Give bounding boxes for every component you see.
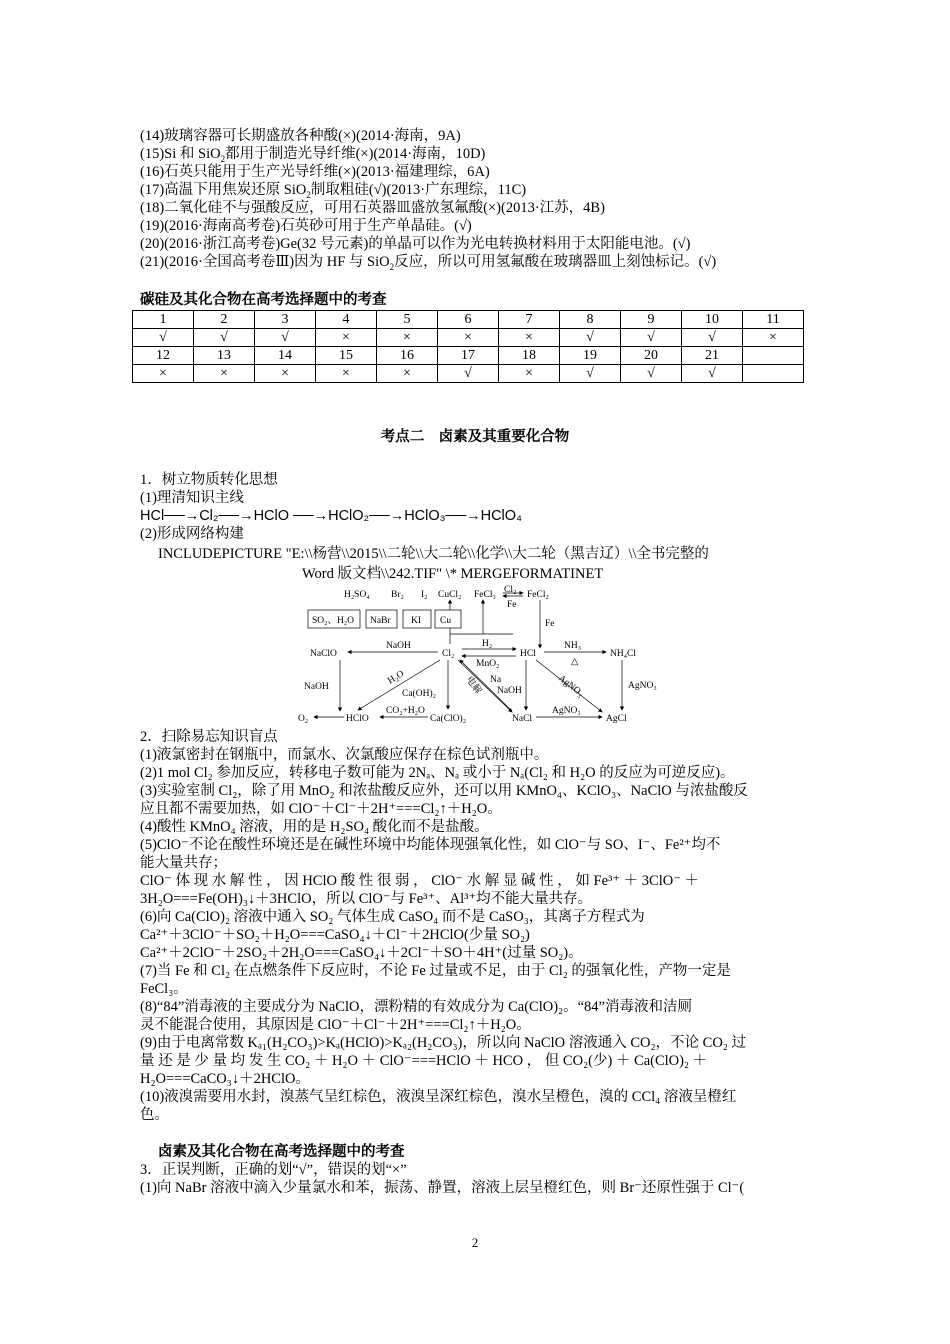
table-cell: × — [133, 365, 194, 383]
table-cell: × — [499, 329, 560, 347]
dg-nh3: NH₃ — [564, 641, 582, 651]
table-cell: 5 — [377, 311, 438, 329]
item-19: (19)(2016·海南高考卷)石英砂可用于生产单晶硅。(√) — [140, 218, 472, 234]
table-cell: × — [499, 365, 560, 383]
table-cell: × — [255, 365, 316, 383]
dg-hcl: HCl — [520, 649, 536, 659]
item-14: (14)玻璃容器可长期盛放各种酸(×)(2014·海南，9A) — [140, 128, 461, 144]
table-cell — [743, 365, 804, 383]
item-16: (16)石英只能用于生产光导纤维(×)(2013·福建理综，6A) — [140, 164, 490, 180]
dg-dianjie: 电解 — [463, 674, 483, 697]
table-cell: √ — [438, 365, 499, 383]
table-cell: √ — [560, 329, 621, 347]
dg-naoh-2: NaOH — [304, 682, 329, 692]
note-1: (1)液氯密封在钢瓶中，而氯水、次氯酸应保存在棕色试剂瓶中。 — [140, 747, 549, 763]
dg-naclo: NaClO — [310, 649, 337, 659]
note-5c: ClO⁻ 体 现 水 解 性 ， 因 HClO 酸 性 很 弱 ， ClO⁻ 水 解 显 碱 性 ， 如 Fe³⁺ ＋ 3ClO⁻ ＋ — [140, 873, 699, 889]
note-3b: 应且都不需要加热，如 ClO⁻＋Cl⁻＋2H⁺===Cl₂↑＋H₂O。 — [140, 801, 502, 817]
table-cell: √ — [621, 365, 682, 383]
table-cell: × — [377, 329, 438, 347]
table-cell: √ — [560, 365, 621, 383]
table-cell: 8 — [560, 311, 621, 329]
note-4: (4)酸性 KMnO₄ 溶液，用的是 H₂SO₄ 酸化而不是盐酸。 — [140, 819, 489, 835]
table-cell: 10 — [682, 311, 743, 329]
note-9b: 量 还 是 少 量 均 发 生 CO₂ ＋ H₂O ＋ ClO⁻===HClO ＋ HCO ， 但 CO₂(少) ＋ Ca(ClO)₂ ＋ — [140, 1053, 708, 1069]
dg-cl2-label: Cl₂ — [504, 585, 517, 595]
table-cell: 6 — [438, 311, 499, 329]
item-18: (18)二氧化硅不与强酸反应，可用石英器皿盛放氢氟酸(×)(2013·江苏，4B) — [140, 200, 605, 216]
table-row — [133, 365, 804, 383]
table-cell: × — [316, 329, 377, 347]
dg-h2so4: H₂SO₄ — [344, 590, 370, 600]
table-cell: √ — [194, 329, 255, 347]
table-cell: × — [438, 329, 499, 347]
table-cell: 14 — [255, 347, 316, 365]
table-cell: × — [194, 365, 255, 383]
table-cell: √ — [255, 329, 316, 347]
dg-nh4cl: NH₄Cl — [610, 649, 637, 659]
table-cell: 15 — [316, 347, 377, 365]
note-5d: 3H₂O===Fe(OH)₃↓＋3HClO，所以 ClO⁻与 Fe³⁺、Al³⁺均不能大量共存。 — [140, 891, 593, 907]
note-7b: FeCl₃。 — [140, 981, 188, 997]
note-6c: Ca²⁺＋2ClO⁻＋2SO₂＋2H₂O===CaSO₄↓＋2Cl⁻＋SO＋4H⁺(过量 SO₂)。 — [140, 945, 583, 961]
dg-fe-label: Fe — [507, 600, 517, 610]
point-2-title: 2．扫除易忘知识盲点 — [140, 729, 278, 745]
note-6a: (6)向 Ca(ClO)₂ 溶液中通入 SO₂ 气体生成 CaSO₄ 而不是 CaSO₃，其离子方程式为 — [140, 909, 645, 925]
table-cell: 16 — [377, 347, 438, 365]
table-cell: √ — [133, 329, 194, 347]
note-6b: Ca²⁺＋3ClO⁻＋SO₂＋H₂O===CaSO₄↓＋Cl⁻＋2HClO(少量 SO₂) — [140, 927, 530, 943]
question-1: (1)向 NaBr 溶液中滴入少量氯水和苯，振荡、静置，溶液上层呈橙红色，则 Br⁻还原性强于 Cl⁻( — [140, 1180, 745, 1196]
dg-i2: I₂ — [421, 590, 428, 600]
table-cell: √ — [621, 329, 682, 347]
dg-caoh2: Ca(OH)₂ — [402, 689, 436, 699]
dg-agno3-3: AgNO₃ — [552, 706, 581, 716]
table-cell: 7 — [499, 311, 560, 329]
item-17: (17)高温下用焦炭还原 SiO$_2$制取粗硅(√)(2013·广东理综，11C) — [140, 182, 527, 200]
dg-box-nabr: NaBr — [370, 616, 391, 626]
dg-delta: △ — [571, 657, 579, 667]
dg-caclo2: Ca(ClO)₂ — [430, 714, 467, 724]
table-cell: 12 — [133, 347, 194, 365]
item-15: (15)Si 和 SiO$_2$都用于制造光导纤维(×)(2014·海南，10D) — [140, 146, 486, 164]
note-2: (2)1 mol Cl₂ 参加反应，转移电子数可能为 2Nₐ、Nₐ 或小于 Nₐ(Cl₂ 和 H₂O 的反应为可逆反应)。 — [140, 765, 735, 781]
dg-box-so2: SO₂、H₂O — [312, 616, 354, 626]
point-1-sub-a: (1)理清知识主线 — [140, 490, 244, 506]
dg-naoh-3: NaOH — [497, 686, 522, 696]
dg-co2h2o: CO₂+H₂O — [386, 706, 425, 716]
halogen-network-diagram — [290, 584, 670, 726]
halogen-table-title: 卤素及其化合物在高考选择题中的考查 — [158, 1144, 405, 1160]
item-21: (21)(2016·全国高考卷Ⅲ)因为 HF 与 SiO$_2$反应，所以可用氢氟酸在玻璃器皿上刻蚀标记。(√) — [140, 254, 717, 272]
note-9a: (9)由于电离常数 Kₐ₁(H₂CO₃)>Kₐ(HClO)>Kₐ₂(H₂CO₃)，所以向 NaClO 溶液通入 CO₂，不论 CO₂ 过 — [140, 1035, 746, 1051]
point-3-title: 3．正误判断，正确的划“√”，错误的划“×” — [140, 1162, 407, 1178]
dg-fecl3: FeCl₃ — [474, 590, 496, 600]
table-cell: × — [743, 329, 804, 347]
table-cell: 20 — [621, 347, 682, 365]
dg-h2: H₂ — [482, 639, 493, 649]
table-row — [133, 311, 804, 329]
note-3a: (3)实验室制 Cl₂，除了用 MnO₂ 和浓盐酸反应外，还可以用 KMnO₄、KClO₃、NaClO 与浓盐酸反 — [140, 783, 748, 799]
dg-br2: Br₂ — [391, 590, 404, 600]
note-7a: (7)当 Fe 和 Cl₂ 在点燃条件下反应时，不论 Fe 过量或不足，由于 Cl₂ 的强氧化性，产物一定是 — [140, 963, 731, 979]
note-10b: 色。 — [140, 1107, 169, 1123]
page-number: 2 — [471, 1235, 479, 1250]
dg-na: Na — [490, 675, 502, 685]
table-cell: 1 — [133, 311, 194, 329]
table-cell: 18 — [499, 347, 560, 365]
note-8b: 灵不能混合使用，其原因是 ClO⁻＋Cl⁻＋2H⁺===Cl₂↑＋H₂O。 — [140, 1017, 531, 1033]
table-row — [133, 329, 804, 347]
note-9c: H₂O===CaCO₃↓＋2HClO。 — [140, 1071, 310, 1087]
table-cell: 9 — [621, 311, 682, 329]
table-cell: 21 — [682, 347, 743, 365]
point-1-sub-b: (2)形成网络构建 — [140, 526, 244, 542]
point-1-title: 1．树立物质转化思想 — [140, 472, 278, 488]
dg-agno3-1: AgNO₃ — [556, 673, 585, 700]
table-cell — [743, 347, 804, 365]
dg-box-ki: KI — [411, 616, 422, 626]
table-cell: √ — [682, 365, 743, 383]
note-5b: 能大量共存； — [140, 855, 227, 871]
table-title: 碳硅及其化合物在高考选择题中的考查 — [140, 292, 387, 308]
dg-cl2: Cl₂ — [442, 649, 455, 659]
dg-mno2: MnO₂ — [476, 659, 500, 669]
table-cell: × — [377, 365, 438, 383]
dg-agcl: AgCl — [606, 714, 627, 724]
table-cell: 4 — [316, 311, 377, 329]
include-field-2: Word 版文档\\242.TIF" \* MERGEFORMATINET — [302, 566, 604, 582]
dg-nacl: NaCl — [512, 714, 533, 724]
dg-fe-label-2: Fe — [545, 619, 555, 629]
dg-agno3-2: AgNO₃ — [628, 681, 657, 691]
note-5a: (5)ClO⁻不论在酸性环境还是在碱性环境中均能体现强氧化性，如 ClO⁻与 SO、I⁻、Fe²⁺均不 — [140, 837, 721, 853]
dg-fecl2: FeCl₂ — [527, 590, 549, 600]
dg-cucl2: CuCl₂ — [438, 590, 462, 600]
note-10a: (10)液溴需要用水封，溴蒸气呈红棕色，液溴呈深红棕色，溴水呈橙色，溴的 CCl₄ 溶液呈橙红 — [140, 1089, 737, 1105]
table-cell: × — [316, 365, 377, 383]
dg-naoh-1: NaOH — [386, 641, 411, 651]
dg-hclo: HClO — [346, 714, 369, 724]
dg-h2o: H₂O — [386, 669, 407, 687]
note-8a: (8)“84”消毒液的主要成分为 NaClO，漂粉精的有效成分为 Ca(ClO)₂。“84”消毒液和洁厕 — [140, 999, 692, 1015]
dg-o2: O₂ — [298, 714, 309, 724]
table-row — [133, 347, 804, 365]
table-cell: 19 — [560, 347, 621, 365]
section-heading: 考点二 卤素及其重要化合物 — [380, 429, 570, 445]
table-cell: 11 — [743, 311, 804, 329]
include-field-1: INCLUDEPICTURE "E:\\杨营\\2015\\二轮\\大二轮\\化学\\大二轮（黑吉辽）\\全书完整的 — [158, 546, 709, 562]
table-cell: 2 — [194, 311, 255, 329]
table-cell: 13 — [194, 347, 255, 365]
table-cell: 17 — [438, 347, 499, 365]
dg-box-cu: Cu — [440, 616, 452, 626]
item-20: (20)(2016·浙江高考卷)Ge(32 号元素)的单晶可以作为光电转换材料用于太阳能电池。(√) — [140, 236, 691, 252]
table-cell: 3 — [255, 311, 316, 329]
exam-table — [132, 310, 804, 383]
table-cell: √ — [682, 329, 743, 347]
conversion-chain: HCl──→Cl₂──→HClO ──→HClO₂──→HClO₃──→HClO₄ — [140, 508, 522, 524]
